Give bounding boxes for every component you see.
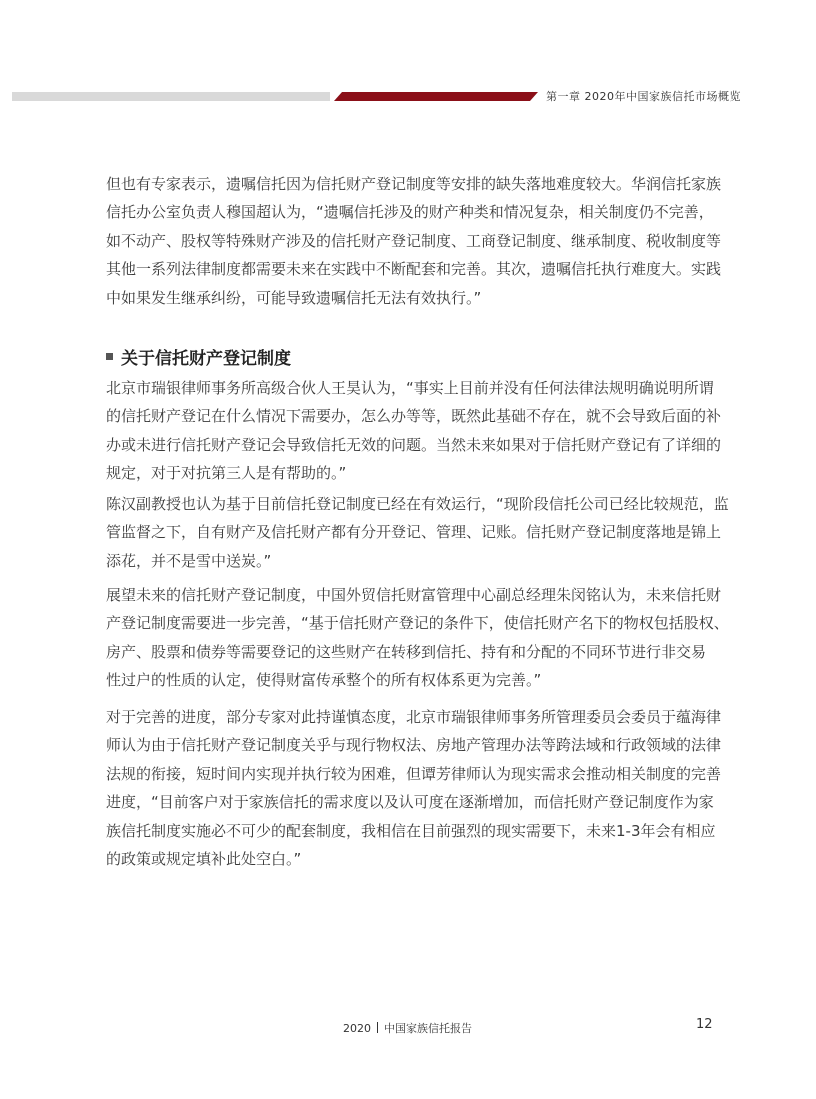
footer-report-title: [343, 1020, 472, 1036]
paragraph-line: 师认为由于信托财产登记制度关乎与现行物权法、房地产管理办法等跨法域和行政领域的法律: [106, 736, 722, 755]
paragraph-line: 性过户的性质的认定，使得财富传承整个的所有权体系更为完善。”: [106, 671, 542, 690]
paragraph-line: 如不动产、股权等特殊财产涉及的信托财产登记制度、工商登记制度、继承制度、税收制度等: [106, 231, 722, 250]
footer-divider: [377, 1022, 378, 1033]
paragraph-line: 族信托制度实施必不可少的配套制度，我相信在目前强烈的现实需要下，未来1-3年会有相应: [106, 821, 716, 840]
page-number: 12: [696, 1017, 713, 1032]
paragraph-1: [106, 170, 722, 312]
paragraph-line: 规定，对于对抗第三人是有帮助的。”: [106, 464, 347, 483]
footer-report-name: 中国家族信托报告: [384, 1022, 472, 1035]
section-heading: [106, 344, 291, 369]
header-grey-band-edge: [322, 92, 330, 101]
paragraph-line: 但也有专家表示，遗嘱信托因为信托财产登记制度等安排的缺失落地难度较大。华润信托家族: [106, 175, 722, 193]
section-heading-text: 关于信托财产登记制度: [121, 349, 291, 369]
paragraph-line: 管监督之下，自有财产及信托财产都有分开登记、管理、记账。信托财产登记制度落地是锦上: [106, 523, 722, 542]
paragraph-5: [106, 703, 722, 873]
paragraph-line: 中如果发生继承纠纷，可能导致遗嘱信托无法有效执行。”: [106, 288, 482, 307]
square-bullet-icon: [106, 353, 113, 360]
paragraph-line: 法规的衔接，短时间内实现并执行较为困难，但谭芳律师认为现实需求会推动相关制度的完善: [106, 764, 722, 783]
paragraph-3: [106, 490, 729, 575]
paragraph-line: 房产、股票和债券等需要登记的这些财产在转移到信托、持有和分配的不同环节进行非交易: [106, 642, 707, 661]
paragraph-line: 进度，“目前客户对于家族信托的需求度以及认可度在逐渐增加，而信托财产登记制度作为家: [106, 793, 714, 812]
paragraph-line: 北京市瑞银律师事务所高级合伙人王昊认为，“事实上目前并没有任何法律法规明确说明所谓: [106, 379, 714, 397]
paragraph-line: 信托办公室负责人穆国超认为，“遗嘱信托涉及的财产种类和情况复杂，相关制度仍不完善，: [106, 203, 714, 222]
paragraph-line: 的信托财产登记在什么情况下需要办，怎么办等等，既然此基础不存在，就不会导致后面的补: [106, 407, 722, 426]
header-grey-band: [12, 92, 330, 101]
paragraph-line: 展望未来的信托财产登记制度，中国外贸信托财富管理中心副总经理朱闵铭认为，未来信托财: [106, 586, 722, 604]
paragraph-line: 添花，并不是雪中送炭。”: [106, 551, 272, 570]
paragraph-4: [106, 581, 729, 695]
paragraph-line: 对于完善的进度，部分专家对此持谨慎态度，北京市瑞银律师事务所管理委员会委员于蕴海律: [106, 708, 722, 726]
paragraph-line: 陈汉副教授也认为基于目前信托登记制度已经在有效运行，“现阶段信托公司已经比较规范，监: [106, 495, 729, 513]
paragraph-line: 其他一系列法律制度都需要未来在实践中不断配套和完善。其次，遗嘱信托执行难度大。实践: [106, 260, 722, 279]
footer-year: 2020: [343, 1022, 371, 1035]
paragraph-2: [106, 374, 722, 488]
paragraph-line: 产登记制度需要进一步完善，“基于信托财产登记的条件下，使信托财产名下的物权包括股权、: [106, 614, 729, 633]
paragraph-line: 办或未进行信托财产登记会导致信托无效的问题。当然未来如果对于信托财产登记有了详细的: [106, 435, 722, 454]
chapter-title: 第一章 2020年中国家族信托市场概览: [546, 90, 741, 103]
paragraph-line: 的政策或规定填补此处空白。”: [106, 850, 302, 869]
header-red-band: [334, 92, 538, 101]
